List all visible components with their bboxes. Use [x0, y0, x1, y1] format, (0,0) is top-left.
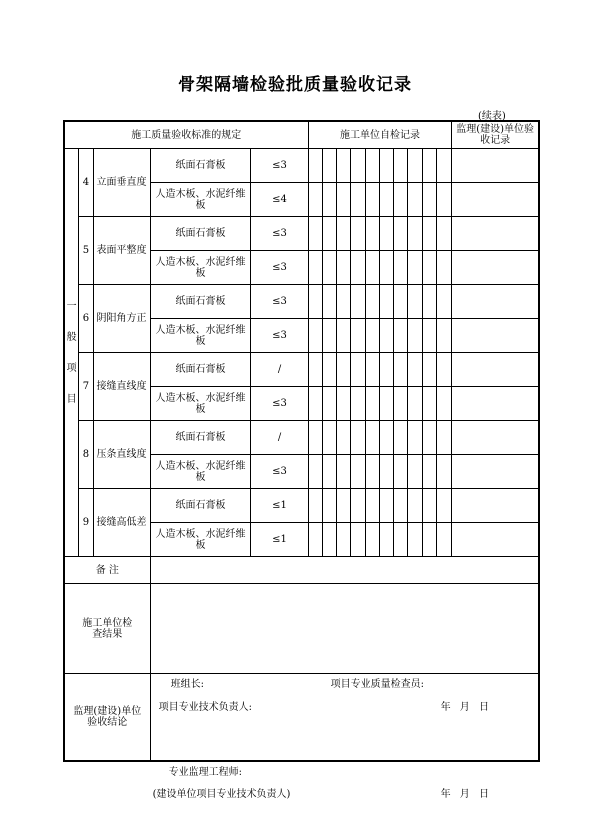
- check-cell[interactable]: [394, 183, 408, 217]
- header-self-check: 施工单位自检记录: [308, 122, 452, 149]
- table-row: [65, 149, 539, 183]
- team-leader-label: 班组长:: [170, 678, 204, 690]
- check-cell[interactable]: [379, 489, 393, 523]
- remarks-cell[interactable]: [150, 557, 538, 584]
- check-cell[interactable]: [408, 523, 422, 557]
- check-cell[interactable]: [322, 149, 336, 183]
- check-cell[interactable]: [422, 353, 436, 387]
- supervisor-cell[interactable]: [452, 353, 539, 387]
- check-cell[interactable]: [308, 251, 322, 285]
- check-cell[interactable]: [351, 489, 365, 523]
- check-cell[interactable]: [337, 319, 351, 353]
- material-cell: 纸面石膏板: [150, 149, 251, 183]
- check-cell[interactable]: [436, 183, 451, 217]
- page-title: 骨架隔墙检验批质量验收记录: [178, 75, 412, 95]
- item-name: 接缝高低差: [93, 489, 150, 557]
- material-cell: 人造木板、水泥纤维板: [150, 387, 251, 421]
- check-cell[interactable]: [322, 251, 336, 285]
- check-cell[interactable]: [408, 387, 422, 421]
- check-cell[interactable]: [308, 285, 322, 319]
- check-cell[interactable]: [436, 353, 451, 387]
- check-cell[interactable]: [408, 421, 422, 455]
- header-supervisor: 监理(建设)单位验收记录: [452, 122, 539, 149]
- check-cell[interactable]: [408, 455, 422, 489]
- check-cell[interactable]: [365, 251, 379, 285]
- tolerance-cell: ≤3: [251, 285, 308, 319]
- material-cell: 纸面石膏板: [150, 353, 251, 387]
- item-number: 8: [79, 421, 93, 489]
- check-cell[interactable]: [351, 523, 365, 557]
- check-cell[interactable]: [379, 183, 393, 217]
- check-cell[interactable]: [436, 421, 451, 455]
- check-cell[interactable]: [337, 217, 351, 251]
- construction-date: 年 月 日: [440, 701, 489, 713]
- check-cell[interactable]: [365, 523, 379, 557]
- construction-label: 施工单位检查结果: [65, 584, 151, 674]
- check-cell[interactable]: [408, 353, 422, 387]
- check-cell[interactable]: [436, 489, 451, 523]
- check-cell[interactable]: [351, 149, 365, 183]
- supervisor-cell[interactable]: [452, 455, 539, 489]
- owner-rep-label: (建设单位项目专业技术负责人): [152, 789, 291, 800]
- check-cell[interactable]: [351, 455, 365, 489]
- supervisor-cell[interactable]: [452, 421, 539, 455]
- check-cell[interactable]: [394, 387, 408, 421]
- supervisor-cell[interactable]: [452, 319, 539, 353]
- check-cell[interactable]: [379, 251, 393, 285]
- remarks-label: 备 注: [65, 557, 151, 584]
- check-cell[interactable]: [422, 251, 436, 285]
- table-row: [65, 353, 539, 387]
- check-cell[interactable]: [379, 319, 393, 353]
- check-cell[interactable]: [408, 217, 422, 251]
- check-cell[interactable]: [408, 251, 422, 285]
- check-cell[interactable]: [351, 183, 365, 217]
- check-cell[interactable]: [365, 285, 379, 319]
- supervision-label: 监理(建设)单位验收结论: [65, 674, 151, 761]
- check-cell[interactable]: [422, 319, 436, 353]
- check-cell[interactable]: [365, 421, 379, 455]
- table-row: [65, 489, 539, 523]
- check-cell[interactable]: [422, 421, 436, 455]
- check-cell[interactable]: [379, 455, 393, 489]
- tech-lead-label: 项目专业技术负责人:: [158, 701, 252, 713]
- check-cell[interactable]: [337, 455, 351, 489]
- material-cell: 人造木板、水泥纤维板: [150, 251, 251, 285]
- check-cell[interactable]: [422, 523, 436, 557]
- check-cell[interactable]: [322, 353, 336, 387]
- check-cell[interactable]: [379, 523, 393, 557]
- check-cell[interactable]: [308, 387, 322, 421]
- check-cell[interactable]: [436, 455, 451, 489]
- check-cell[interactable]: [322, 455, 336, 489]
- material-cell: 人造木板、水泥纤维板: [150, 523, 251, 557]
- material-cell: 人造木板、水泥纤维板: [150, 455, 251, 489]
- category-char: 般: [66, 331, 77, 343]
- check-cell[interactable]: [365, 217, 379, 251]
- check-cell[interactable]: [351, 251, 365, 285]
- check-cell[interactable]: [436, 387, 451, 421]
- check-cell[interactable]: [436, 285, 451, 319]
- construction-sign-area[interactable]: [150, 584, 538, 713]
- item-number: 6: [79, 285, 93, 353]
- table-row: [65, 217, 539, 251]
- item-number: 7: [79, 353, 93, 421]
- check-cell[interactable]: [337, 353, 351, 387]
- check-cell[interactable]: [322, 489, 336, 523]
- supervisor-cell[interactable]: [452, 251, 539, 285]
- check-cell[interactable]: [337, 285, 351, 319]
- check-cell[interactable]: [408, 319, 422, 353]
- check-cell[interactable]: [365, 387, 379, 421]
- check-cell[interactable]: [408, 285, 422, 319]
- check-cell[interactable]: [322, 421, 336, 455]
- check-cell[interactable]: [379, 217, 393, 251]
- check-cell[interactable]: [337, 489, 351, 523]
- check-cell[interactable]: [394, 523, 408, 557]
- item-name: 接缝直线度: [93, 353, 150, 421]
- check-cell[interactable]: [408, 149, 422, 183]
- check-cell[interactable]: [365, 353, 379, 387]
- table-row: [65, 285, 539, 319]
- check-cell[interactable]: [365, 319, 379, 353]
- check-cell[interactable]: [379, 421, 393, 455]
- check-cell[interactable]: [308, 217, 322, 251]
- check-cell[interactable]: [394, 149, 408, 183]
- check-cell[interactable]: [422, 455, 436, 489]
- check-cell[interactable]: [308, 421, 322, 455]
- check-cell[interactable]: [365, 183, 379, 217]
- check-cell[interactable]: [394, 455, 408, 489]
- tolerance-cell: ≤3: [251, 319, 308, 353]
- item-name: 立面垂直度: [93, 149, 150, 217]
- check-cell[interactable]: [351, 285, 365, 319]
- check-cell[interactable]: [379, 353, 393, 387]
- check-cell[interactable]: [308, 523, 322, 557]
- check-cell[interactable]: [322, 387, 336, 421]
- tolerance-cell: ≤3: [251, 149, 308, 183]
- check-cell[interactable]: [322, 319, 336, 353]
- check-cell[interactable]: [422, 149, 436, 183]
- category-char: 一: [66, 300, 77, 312]
- tolerance-cell: /: [251, 353, 308, 387]
- tolerance-cell: ≤3: [251, 217, 308, 251]
- header-standard: 施工质量验收标准的规定: [65, 122, 309, 149]
- check-cell[interactable]: [379, 149, 393, 183]
- item-number: 4: [79, 149, 93, 217]
- tolerance-cell: ≤3: [251, 455, 308, 489]
- item-number: 5: [79, 217, 93, 285]
- check-cell[interactable]: [337, 183, 351, 217]
- check-cell[interactable]: [308, 149, 322, 183]
- tolerance-cell: ≤3: [251, 251, 308, 285]
- check-cell[interactable]: [394, 251, 408, 285]
- check-cell[interactable]: [351, 217, 365, 251]
- material-cell: 人造木板、水泥纤维板: [150, 319, 251, 353]
- item-name: 阴阳角方正: [93, 285, 150, 353]
- quality-inspector-label: 项目专业质量检查员:: [330, 678, 424, 690]
- check-cell[interactable]: [365, 489, 379, 523]
- check-cell[interactable]: [351, 353, 365, 387]
- check-cell[interactable]: [394, 217, 408, 251]
- check-cell[interactable]: [337, 387, 351, 421]
- check-cell[interactable]: [394, 319, 408, 353]
- check-cell[interactable]: [422, 285, 436, 319]
- category-char: 目: [66, 393, 77, 405]
- check-cell[interactable]: [436, 523, 451, 557]
- check-cell[interactable]: [436, 319, 451, 353]
- category-label: [65, 149, 79, 557]
- supervisor-cell[interactable]: [452, 149, 539, 183]
- check-cell[interactable]: [308, 455, 322, 489]
- check-cell[interactable]: [337, 421, 351, 455]
- check-cell[interactable]: [337, 149, 351, 183]
- inspection-table: [64, 121, 539, 800]
- check-cell[interactable]: [351, 421, 365, 455]
- check-cell[interactable]: [436, 149, 451, 183]
- check-cell[interactable]: [379, 285, 393, 319]
- supervisor-cell[interactable]: [452, 523, 539, 557]
- engineer-label: 专业监理工程师:: [168, 767, 242, 778]
- check-cell[interactable]: [308, 319, 322, 353]
- supervisor-cell[interactable]: [452, 183, 539, 217]
- check-cell[interactable]: [365, 149, 379, 183]
- check-cell[interactable]: [322, 183, 336, 217]
- check-cell[interactable]: [408, 489, 422, 523]
- tolerance-cell: ≤3: [251, 387, 308, 421]
- supervision-date: 年 月 日: [440, 789, 489, 800]
- check-cell[interactable]: [422, 183, 436, 217]
- check-cell[interactable]: [394, 489, 408, 523]
- item-name: 表面平整度: [93, 217, 150, 285]
- check-cell[interactable]: [394, 353, 408, 387]
- check-cell[interactable]: [408, 183, 422, 217]
- check-cell[interactable]: [351, 319, 365, 353]
- table-row: [65, 421, 539, 455]
- check-cell[interactable]: [436, 217, 451, 251]
- tolerance-cell: ≤4: [251, 183, 308, 217]
- check-cell[interactable]: [436, 251, 451, 285]
- material-cell: 纸面石膏板: [150, 217, 251, 251]
- check-cell[interactable]: [322, 523, 336, 557]
- supervisor-cell[interactable]: [452, 217, 539, 251]
- check-cell[interactable]: [394, 421, 408, 455]
- check-cell[interactable]: [422, 489, 436, 523]
- check-cell[interactable]: [379, 387, 393, 421]
- item-name: 压条直线度: [93, 421, 150, 489]
- supervisor-cell[interactable]: [452, 285, 539, 319]
- supervisor-cell[interactable]: [452, 489, 539, 523]
- material-cell: 纸面石膏板: [150, 285, 251, 319]
- continued-label: (续表): [478, 111, 506, 122]
- material-cell: 纸面石膏板: [150, 489, 251, 523]
- check-cell[interactable]: [422, 217, 436, 251]
- check-cell[interactable]: [422, 387, 436, 421]
- check-cell[interactable]: [337, 523, 351, 557]
- supervisor-cell[interactable]: [452, 387, 539, 421]
- check-cell[interactable]: [322, 217, 336, 251]
- check-cell[interactable]: [351, 387, 365, 421]
- check-cell[interactable]: [365, 455, 379, 489]
- check-cell[interactable]: [322, 285, 336, 319]
- material-cell: 纸面石膏板: [150, 421, 251, 455]
- check-cell[interactable]: [394, 285, 408, 319]
- check-cell[interactable]: [308, 183, 322, 217]
- check-cell[interactable]: [337, 251, 351, 285]
- tolerance-cell: ≤1: [251, 523, 308, 557]
- tolerance-cell: /: [251, 421, 308, 455]
- category-char: 项: [66, 362, 77, 374]
- check-cell[interactable]: [308, 353, 322, 387]
- item-number: 9: [79, 489, 93, 557]
- material-cell: 人造木板、水泥纤维板: [150, 183, 251, 217]
- check-cell[interactable]: [308, 489, 322, 523]
- tolerance-cell: ≤1: [251, 489, 308, 523]
